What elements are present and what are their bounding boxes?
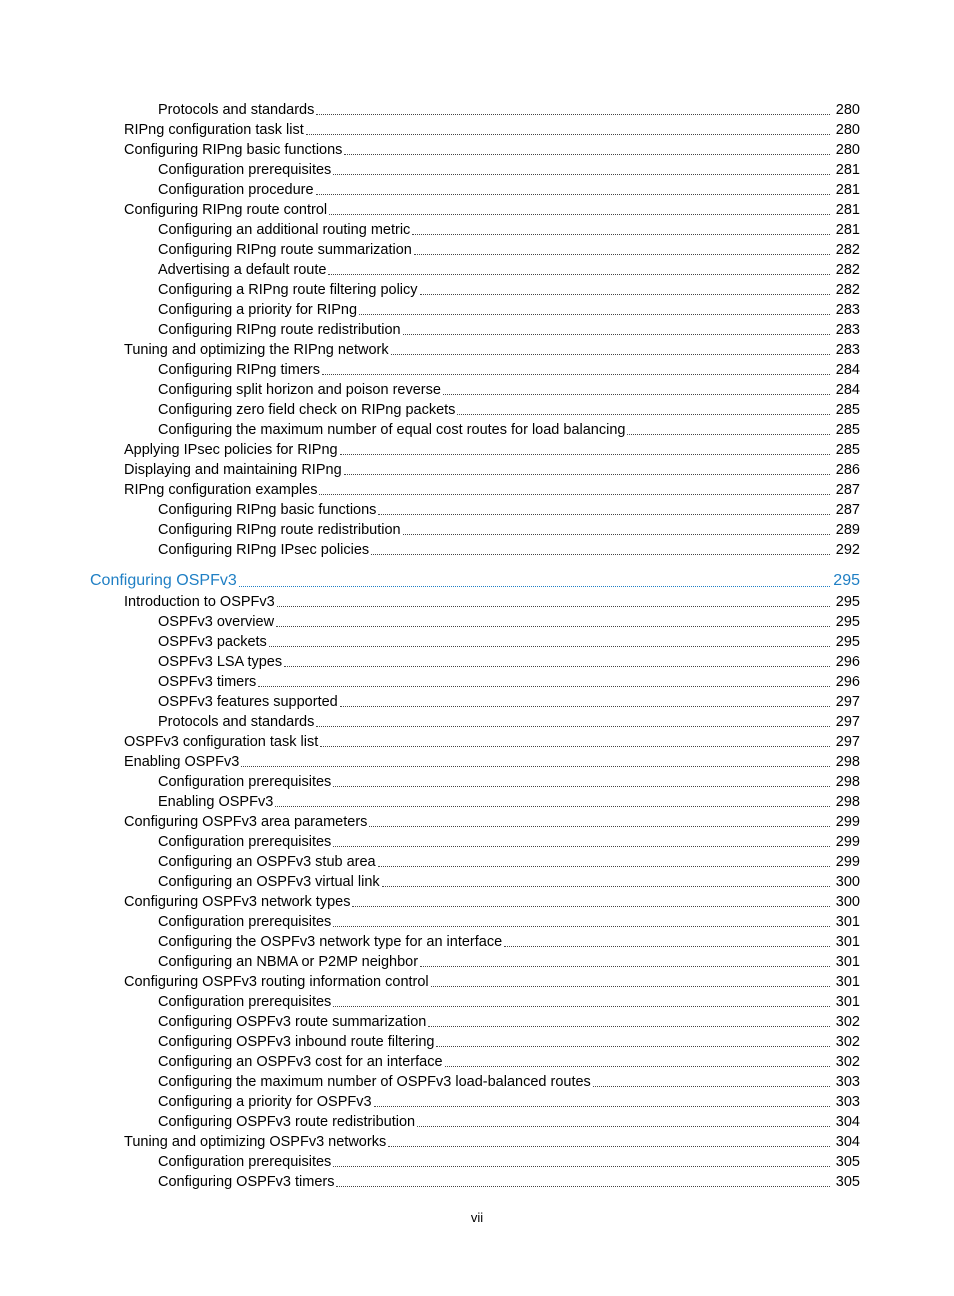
toc-entry-link[interactable] — [0, 712, 954, 732]
toc-entry-page-number: 284 — [835, 382, 860, 398]
toc-entry-link[interactable] — [0, 1072, 954, 1092]
toc-entry-title: Configuring an OSPFv3 stub area — [158, 854, 376, 870]
dot-leader — [412, 234, 830, 235]
toc-entry-title: Configuring a priority for RIPng — [158, 302, 358, 318]
toc-entry-page-number: 281 — [835, 162, 860, 178]
dot-leader — [258, 686, 830, 687]
toc-entry-link[interactable] — [0, 972, 954, 992]
dot-leader — [328, 274, 830, 275]
toc-entry-title: OSPFv3 timers — [158, 674, 257, 690]
toc-entry-page-number: 302 — [835, 1014, 860, 1030]
toc-entry-title: Configuring an OSPFv3 cost for an interface — [158, 1054, 443, 1070]
toc-entry-title: Displaying and maintaining RIPng — [124, 462, 342, 478]
toc-entry-page-number: 300 — [835, 874, 860, 890]
dot-leader — [333, 846, 830, 847]
toc-entry-link[interactable] — [0, 1112, 954, 1132]
toc-entry-page-number: 281 — [835, 222, 860, 238]
toc-entry-page-number: 303 — [835, 1074, 860, 1090]
dot-leader — [316, 726, 830, 727]
toc-entry-page-number: 285 — [835, 442, 860, 458]
toc-entry-link[interactable] — [0, 1012, 954, 1032]
toc-entry-title: Configuring RIPng route redistribution — [158, 522, 401, 538]
toc-entry-title: Configuring the OSPFv3 network type for an interface — [158, 934, 503, 950]
dot-leader — [378, 866, 830, 867]
toc-entry-title: Introduction to OSPFv3 — [124, 594, 275, 610]
toc-entry-page-number: 299 — [835, 814, 860, 830]
toc-entry-title: Configuring split horizon and poison reverse — [158, 382, 441, 398]
toc-entry-title: Configuration prerequisites — [158, 994, 332, 1010]
page-number-footer: vii — [470, 1210, 484, 1225]
dot-leader — [627, 434, 830, 435]
toc-entry-link[interactable] — [0, 500, 954, 520]
toc-entry-page-number: 299 — [835, 854, 860, 870]
toc-entry-link[interactable] — [0, 480, 954, 500]
dot-leader — [329, 214, 830, 215]
toc-entry-page-number: 286 — [835, 462, 860, 478]
toc-entry-page-number: 280 — [835, 142, 860, 158]
toc-entry-link[interactable] — [0, 1092, 954, 1112]
toc-entry-title: OSPFv3 configuration task list — [124, 734, 319, 750]
toc-entry-page-number: 296 — [835, 654, 860, 670]
toc-entry-page-number: 284 — [835, 362, 860, 378]
toc-entry-title: Configuring OSPFv3 inbound route filtering — [158, 1034, 435, 1050]
toc-entry-title: Enabling OSPFv3 — [124, 754, 240, 770]
toc-entry-title: Configuring OSPFv3 routing information control — [124, 974, 429, 990]
dot-leader — [284, 666, 830, 667]
toc-entry-link[interactable] — [0, 832, 954, 852]
toc-entry-page-number: 301 — [835, 994, 860, 1010]
toc-entry-link[interactable] — [0, 400, 954, 420]
toc-entry-link[interactable] — [0, 520, 954, 540]
dot-leader — [344, 474, 830, 475]
toc-entry-title: Enabling OSPFv3 — [158, 794, 274, 810]
toc-entry-page-number: 298 — [835, 794, 860, 810]
dot-leader — [391, 354, 830, 355]
dot-leader — [344, 154, 830, 155]
dot-leader — [333, 1166, 830, 1167]
dot-leader — [277, 606, 830, 607]
toc-entry-link[interactable] — [0, 160, 954, 180]
toc-entry-page-number: 283 — [835, 342, 860, 358]
dot-leader — [445, 1066, 830, 1067]
toc-entry-title: Configuring RIPng IPsec policies — [158, 542, 370, 558]
toc-entry-title: Protocols and standards — [158, 102, 315, 118]
dot-leader — [403, 334, 830, 335]
toc-entry-page-number: 292 — [835, 542, 860, 558]
toc-entry-title: Configuring RIPng route summarization — [158, 242, 412, 258]
dot-leader — [316, 194, 830, 195]
toc-entry-page-number: 305 — [835, 1174, 860, 1190]
toc-entry-title: Configuring RIPng basic functions — [124, 142, 343, 158]
toc-entry-title: Configuring OSPFv3 network types — [124, 894, 351, 910]
dot-leader — [275, 806, 830, 807]
toc-entry-link[interactable] — [0, 892, 954, 912]
dot-leader — [388, 1146, 830, 1147]
dot-leader — [359, 314, 830, 315]
toc-entry-title: Configuration prerequisites — [158, 774, 332, 790]
toc-entry-link[interactable] — [0, 1172, 954, 1192]
toc-entry-link[interactable] — [0, 340, 954, 360]
toc-chapter-link[interactable] — [0, 570, 954, 592]
toc-entry-page-number: 302 — [835, 1054, 860, 1070]
toc-entry-link[interactable] — [0, 180, 954, 200]
dot-leader — [414, 254, 830, 255]
toc-entry-title: OSPFv3 packets — [158, 634, 267, 650]
toc-entry-link[interactable] — [0, 140, 954, 160]
dot-leader — [333, 174, 830, 175]
toc-entry-link[interactable] — [0, 672, 954, 692]
dot-leader — [340, 454, 830, 455]
dot-leader — [333, 786, 830, 787]
toc-entry-page-number: 300 — [835, 894, 860, 910]
toc-entry-link[interactable] — [0, 932, 954, 952]
toc-entry-page-number: 304 — [835, 1134, 860, 1150]
toc-entry-page-number: 303 — [835, 1094, 860, 1110]
toc-entry-link[interactable] — [0, 280, 954, 300]
toc-entry-link[interactable] — [0, 240, 954, 260]
toc-entry-page-number: 302 — [835, 1034, 860, 1050]
toc-entry-link[interactable] — [0, 120, 954, 140]
toc-entry-link[interactable] — [0, 912, 954, 932]
toc-entry-title: Configuring OSPFv3 route redistribution — [158, 1114, 416, 1130]
toc-entry-page-number: 301 — [835, 914, 860, 930]
toc-entry-page-number: 282 — [835, 242, 860, 258]
toc-entry-link[interactable] — [0, 992, 954, 1012]
toc-entry-title: Configuring OSPFv3 route summarization — [158, 1014, 427, 1030]
toc-entry-title: Configuring an additional routing metric — [158, 222, 411, 238]
dot-leader — [369, 826, 830, 827]
toc-entry-link[interactable] — [0, 1032, 954, 1052]
toc-entry-page-number: 295 — [835, 634, 860, 650]
toc-entry-title: Applying IPsec policies for RIPng — [124, 442, 338, 458]
dot-leader — [333, 1006, 830, 1007]
toc-entry-page-number: 285 — [835, 402, 860, 418]
toc-entry-link[interactable] — [0, 320, 954, 340]
toc-entry-link[interactable] — [0, 1152, 954, 1172]
toc-entry-page-number: 280 — [835, 122, 860, 138]
toc-entry-link[interactable] — [0, 812, 954, 832]
dot-leader — [504, 946, 830, 947]
toc-entry-page-number: 285 — [835, 422, 860, 438]
toc-entry-title: Configuration prerequisites — [158, 834, 332, 850]
toc-entry-link[interactable] — [0, 592, 954, 612]
dot-leader — [420, 294, 830, 295]
toc-entry-page-number: 295 — [835, 594, 860, 610]
toc-entry-title: Configuration prerequisites — [158, 162, 332, 178]
dot-leader — [420, 966, 830, 967]
toc-entry-page-number: 283 — [835, 302, 860, 318]
toc-entry-page-number: 297 — [835, 714, 860, 730]
toc-entry-title: Configuring an OSPFv3 virtual link — [158, 874, 380, 890]
toc-entry-page-number: 304 — [835, 1114, 860, 1130]
dot-leader — [431, 986, 830, 987]
toc-entry-title: OSPFv3 features supported — [158, 694, 338, 710]
toc-entry-link[interactable] — [0, 952, 954, 972]
toc-entry-page-number: 297 — [835, 734, 860, 750]
toc-entry-title: Configuring RIPng basic functions — [158, 502, 377, 518]
toc-entry-link[interactable] — [0, 100, 954, 120]
toc-entry-link[interactable] — [0, 260, 954, 280]
toc-entry-link[interactable] — [0, 440, 954, 460]
toc-entry-title: Configuration prerequisites — [158, 1154, 332, 1170]
toc-entry-page-number: 283 — [835, 322, 860, 338]
toc-entry-title: Configuration procedure — [158, 182, 314, 198]
dot-leader — [269, 646, 830, 647]
toc-entry-page-number: 281 — [835, 182, 860, 198]
toc-entry-link[interactable] — [0, 220, 954, 240]
dot-leader — [593, 1086, 830, 1087]
toc-entry-link[interactable] — [0, 732, 954, 752]
toc-entry-link[interactable] — [0, 612, 954, 632]
toc-entry-page-number: 295 — [835, 614, 860, 630]
dot-leader — [276, 626, 830, 627]
toc-entry-title: Configuring zero field check on RIPng packets — [158, 402, 456, 418]
toc-entry-title: Configuring the maximum number of OSPFv3 load-balanced routes — [158, 1074, 591, 1090]
toc-entry-title: Configuring a priority for OSPFv3 — [158, 1094, 372, 1110]
toc-entry-title: Configuring an NBMA or P2MP neighbor — [158, 954, 419, 970]
toc-entry-link[interactable] — [0, 1052, 954, 1072]
dot-leader — [436, 1046, 830, 1047]
toc-entry-page-number: 301 — [835, 974, 860, 990]
toc-entry-link[interactable] — [0, 1132, 954, 1152]
dot-leader — [457, 414, 830, 415]
toc-entry-link[interactable] — [0, 540, 954, 560]
dot-leader — [352, 906, 830, 907]
toc-entry-page-number: 296 — [835, 674, 860, 690]
toc-entry-link[interactable] — [0, 692, 954, 712]
dot-leader — [319, 494, 830, 495]
toc-entry-title: Configuring RIPng route redistribution — [158, 322, 401, 338]
toc-entry-title: Configuring a RIPng route filtering policy — [158, 282, 418, 298]
toc-entry-page-number: 299 — [835, 834, 860, 850]
toc-entry-page-number: 287 — [835, 482, 860, 498]
toc-entry-link[interactable] — [0, 200, 954, 220]
toc-entry-link[interactable] — [0, 420, 954, 440]
toc-entry-page-number: 280 — [835, 102, 860, 118]
dot-leader — [428, 1026, 830, 1027]
toc-entry-link[interactable] — [0, 360, 954, 380]
toc-entry-page-number: 282 — [835, 262, 860, 278]
toc-entry-title: Configuring the maximum number of equal cost routes for load balancing — [158, 422, 626, 438]
toc-entry-page-number: 297 — [835, 694, 860, 710]
dot-leader — [403, 534, 830, 535]
toc-entry-page-number: 287 — [835, 502, 860, 518]
toc-entry-link[interactable] — [0, 460, 954, 480]
dot-leader — [316, 114, 830, 115]
toc-entry-title: Tuning and optimizing OSPFv3 networks — [124, 1134, 387, 1150]
dot-leader — [241, 766, 830, 767]
toc-entry-link[interactable] — [0, 752, 954, 772]
dot-leader — [333, 926, 830, 927]
toc-entry-link[interactable] — [0, 652, 954, 672]
toc-entry-page-number: 298 — [835, 754, 860, 770]
dot-leader — [340, 706, 830, 707]
dot-leader — [443, 394, 830, 395]
dot-leader — [322, 374, 830, 375]
dot-leader — [239, 586, 830, 587]
toc-entry-title: Configuring OSPFv3 area parameters — [124, 814, 368, 830]
dot-leader — [378, 514, 830, 515]
dot-leader — [320, 746, 830, 747]
toc-entry-link[interactable] — [0, 852, 954, 872]
toc-entry-title: Configuring OSPFv3 — [90, 572, 237, 589]
toc-entry-title: Configuring OSPFv3 timers — [158, 1174, 335, 1190]
toc-entry-link[interactable] — [0, 772, 954, 792]
toc-entry-title: Tuning and optimizing the RIPng network — [124, 342, 389, 358]
toc-entry-link[interactable] — [0, 380, 954, 400]
toc-entry-title: Configuration prerequisites — [158, 914, 332, 930]
toc-entry-title: OSPFv3 overview — [158, 614, 275, 630]
toc-entry-link[interactable] — [0, 632, 954, 652]
toc-entry-title: Configuring RIPng route control — [124, 202, 328, 218]
toc-entry-link[interactable] — [0, 792, 954, 812]
dot-leader — [336, 1186, 830, 1187]
toc-entry-page-number: 281 — [835, 202, 860, 218]
dot-leader — [417, 1126, 830, 1127]
dot-leader — [382, 886, 830, 887]
toc-entry-page-number: 289 — [835, 522, 860, 538]
table-of-contents — [0, 100, 954, 1192]
toc-entry-page-number: 301 — [835, 954, 860, 970]
toc-entry-title: Protocols and standards — [158, 714, 315, 730]
toc-entry-page-number: 298 — [835, 774, 860, 790]
toc-entry-page-number: 282 — [835, 282, 860, 298]
toc-entry-title: OSPFv3 LSA types — [158, 654, 283, 670]
dot-leader — [306, 134, 830, 135]
toc-entry-link[interactable] — [0, 872, 954, 892]
toc-entry-page-number: 305 — [835, 1154, 860, 1170]
toc-entry-link[interactable] — [0, 300, 954, 320]
toc-entry-page-number: 301 — [835, 934, 860, 950]
toc-entry-page-number: 295 — [833, 572, 860, 589]
toc-entry-title: RIPng configuration task list — [124, 122, 304, 138]
dot-leader — [371, 554, 830, 555]
toc-entry-title: Advertising a default route — [158, 262, 327, 278]
dot-leader — [374, 1106, 830, 1107]
toc-entry-title: Configuring RIPng timers — [158, 362, 320, 378]
toc-entry-title: RIPng configuration examples — [124, 482, 318, 498]
